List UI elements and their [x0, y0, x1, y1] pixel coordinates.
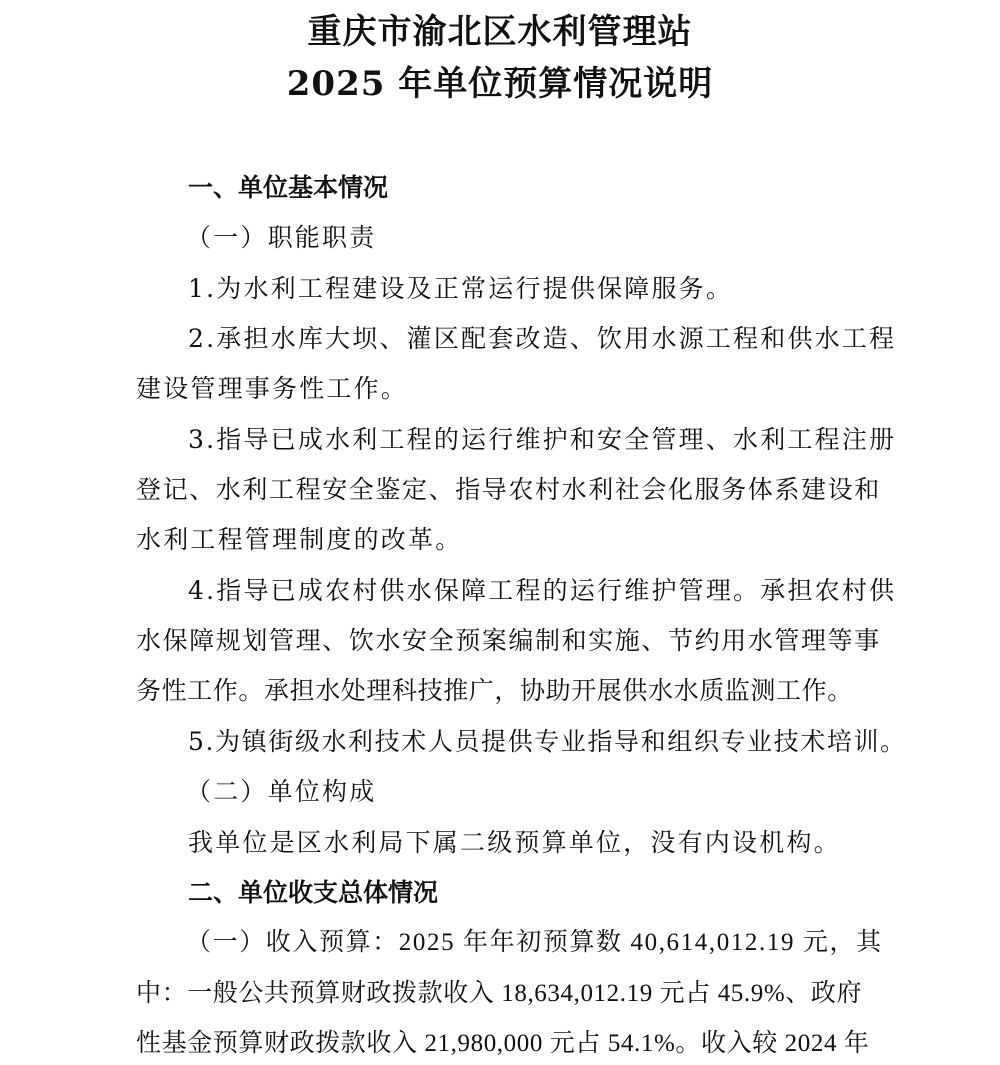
document-title-line2: 2025 年单位预算情况说明	[286, 64, 714, 104]
paragraph-income-line2: 中：一般公共预算财政拨款收入 18,634,012.19 元占 45.9%、政府	[136, 980, 863, 1007]
paragraph-duty-4-line3: 务性工作。承担水处理科技推广，协助开展供水水质监测工作。	[136, 676, 853, 705]
paragraph-duty-3-line3: 水利工程管理制度的改革。	[136, 525, 463, 554]
paragraph-duty-4-line1: 4.指导已成农村供水保障工程的运行维护管理。承担农村供	[188, 576, 897, 605]
section-heading-basic-info: 一、单位基本情况	[188, 173, 389, 202]
paragraph-duty-4-line2: 水保障规划管理、饮水安全预案编制和实施、节约用水管理等事	[136, 626, 881, 655]
section-heading-budget-overview: 二、单位收支总体情况	[188, 878, 439, 907]
paragraph-duty-1: 1.为水利工程建设及正常运行提供保障服务。	[188, 274, 734, 303]
paragraph-duty-5: 5.为镇街级水利技术人员提供专业指导和组织专业技术培训。	[188, 727, 907, 756]
paragraph-income-line3: 性基金预算财政拨款收入 21,980,000 元占 54.1%。收入较 2024 年	[136, 1030, 870, 1057]
paragraph-income-line1: （一）收入预算：2025 年年初预算数 40,614,012.19 元，其	[186, 929, 883, 956]
document-title-line1: 重庆市渝北区水利管理站	[307, 12, 693, 52]
subsection-heading-duties: （一）职能职责	[186, 223, 377, 252]
paragraph-composition: 我单位是区水利局下属二级预算单位，没有内设机构。	[188, 828, 841, 857]
paragraph-duty-3-line2: 登记、水利工程安全鉴定、指导农村水利社会化服务体系建设和	[136, 475, 881, 504]
paragraph-duty-3-line1: 3.指导已成水利工程的运行维护和安全管理、水利工程注册	[188, 425, 897, 454]
paragraph-duty-2-line1: 2.承担水库大坝、灌区配套改造、饮用水源工程和供水工程	[188, 324, 897, 353]
paragraph-duty-2-line2: 建设管理事务性工作。	[136, 374, 409, 403]
subsection-heading-composition: （二）单位构成	[186, 777, 377, 806]
